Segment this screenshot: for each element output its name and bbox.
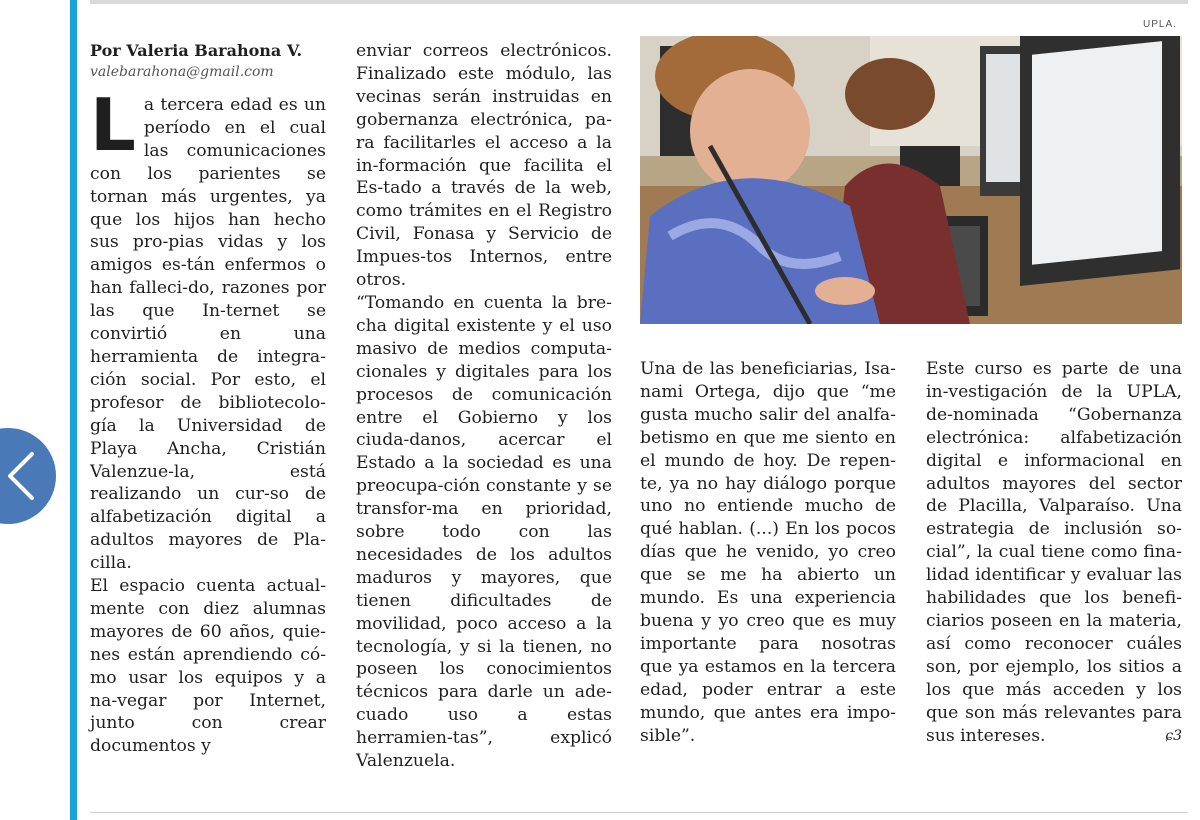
photo-illustration bbox=[640, 36, 1182, 324]
drop-cap: L bbox=[90, 83, 136, 167]
article-column-1 bbox=[90, 40, 326, 758]
article-column-4 bbox=[926, 358, 1182, 747]
paragraph-2: El espacio cuenta actual-mente con diez alumnas mayores de 60 años, quie-nes están aprendiendo có-mo usar los equipos y a na-vegar por Internet, junto con crear documentos y bbox=[90, 576, 326, 757]
bottom-rule bbox=[90, 812, 1188, 813]
article-photo bbox=[640, 36, 1182, 324]
author-email[interactable]: valebarahona@gmail.com bbox=[90, 64, 274, 80]
top-rule bbox=[90, 0, 1188, 4]
paragraph-6-text: Este curso es parte de una in-vestigación de la UPLA, de-nominada “Gobernanza electrónica: alfabetización digital e informacional en adultos mayores del sector de Placilla, Valparaíso. Una estrategia de inclusión so-cial”, la cual tiene como fina-lidad identificar y evaluar las habilidades que los benefi-ciarios poseen en la materia, así como reconocer cuáles son, por ejemplo, los sitios a los que más acceden y los que son más relevantes para sus intereses. bbox=[926, 359, 1182, 746]
paragraph-intro bbox=[90, 83, 326, 575]
accent-bar bbox=[70, 0, 77, 820]
article-column-2 bbox=[356, 40, 612, 773]
paragraph-intro-text: a tercera edad es un período en el cual las comunicaciones con los parientes se tornan más urgentes, ya que los hijos han hecho sus pro-pias vidas y los amigos es-tán enfermos o han falleci-do, razones por las que In-ternet se convirtió en una herramienta de integra-ción social. Por esto, el profesor de bibliotecolo-gía la Universidad de Playa Ancha, Cristián Valenzue-la, está realizando un cur-so de alfabetización digital a adultos mayores de Pla-cilla. bbox=[90, 95, 326, 574]
paragraph-4: “Tomando en cuenta la bre-cha digital existente y el uso masivo de medios computa-cionales y digitales para los procesos de comunicación entre el Gobierno y los ciuda-danos, acercar el Estado a la sociedad es una preocupa-ción constante y se transfor-ma en prioridad, sobre todo con las necesidades de los adultos maduros y mayores, que tienen dificultades de movilidad, poco acceso a la tecnología, y si la tienen, no poseen los conocimientos técnicos para darle un ade-cuado uso a estas herramien-tas”, explicó Valenzuela. bbox=[356, 292, 612, 772]
paragraph-6 bbox=[926, 358, 1182, 747]
paragraph-5: Una de las beneficiarias, Isa-nami Ortega, dijo que “me gusta mucho salir del analfa-betismo en que me siento en el mundo de hoy. De repen-te, ya no hay diálogo porque uno no entiende mucho de qué hablan. (...) En los pocos días que he venido, yo creo que se me ha abierto un mundo. Es una experiencia buena y yo creo que es muy importante para nosotras que ya estamos en la tercera edad, poder entrar a este mundo, que antes era impo-sible”. bbox=[640, 359, 896, 746]
end-mark: ɕ3 bbox=[1165, 727, 1182, 744]
byline: Por Valeria Barahona V. bbox=[90, 41, 303, 60]
paragraph-3: enviar correos electrónicos. Finalizado este módulo, las vecinas serán instruidas en gobernanza electrónica, pa-ra facilitarles el acceso a la in-formación que facilita el Es-tado a través de la web, como trámites en el Registro Civil, Fonasa y Servicio de Impues-tos Internos, entre otros. bbox=[356, 41, 612, 291]
chevron-left-icon bbox=[4, 450, 38, 502]
photo-credit: UPLA. bbox=[1143, 19, 1177, 30]
previous-page-button[interactable] bbox=[0, 428, 56, 524]
article-column-3 bbox=[640, 358, 896, 747]
